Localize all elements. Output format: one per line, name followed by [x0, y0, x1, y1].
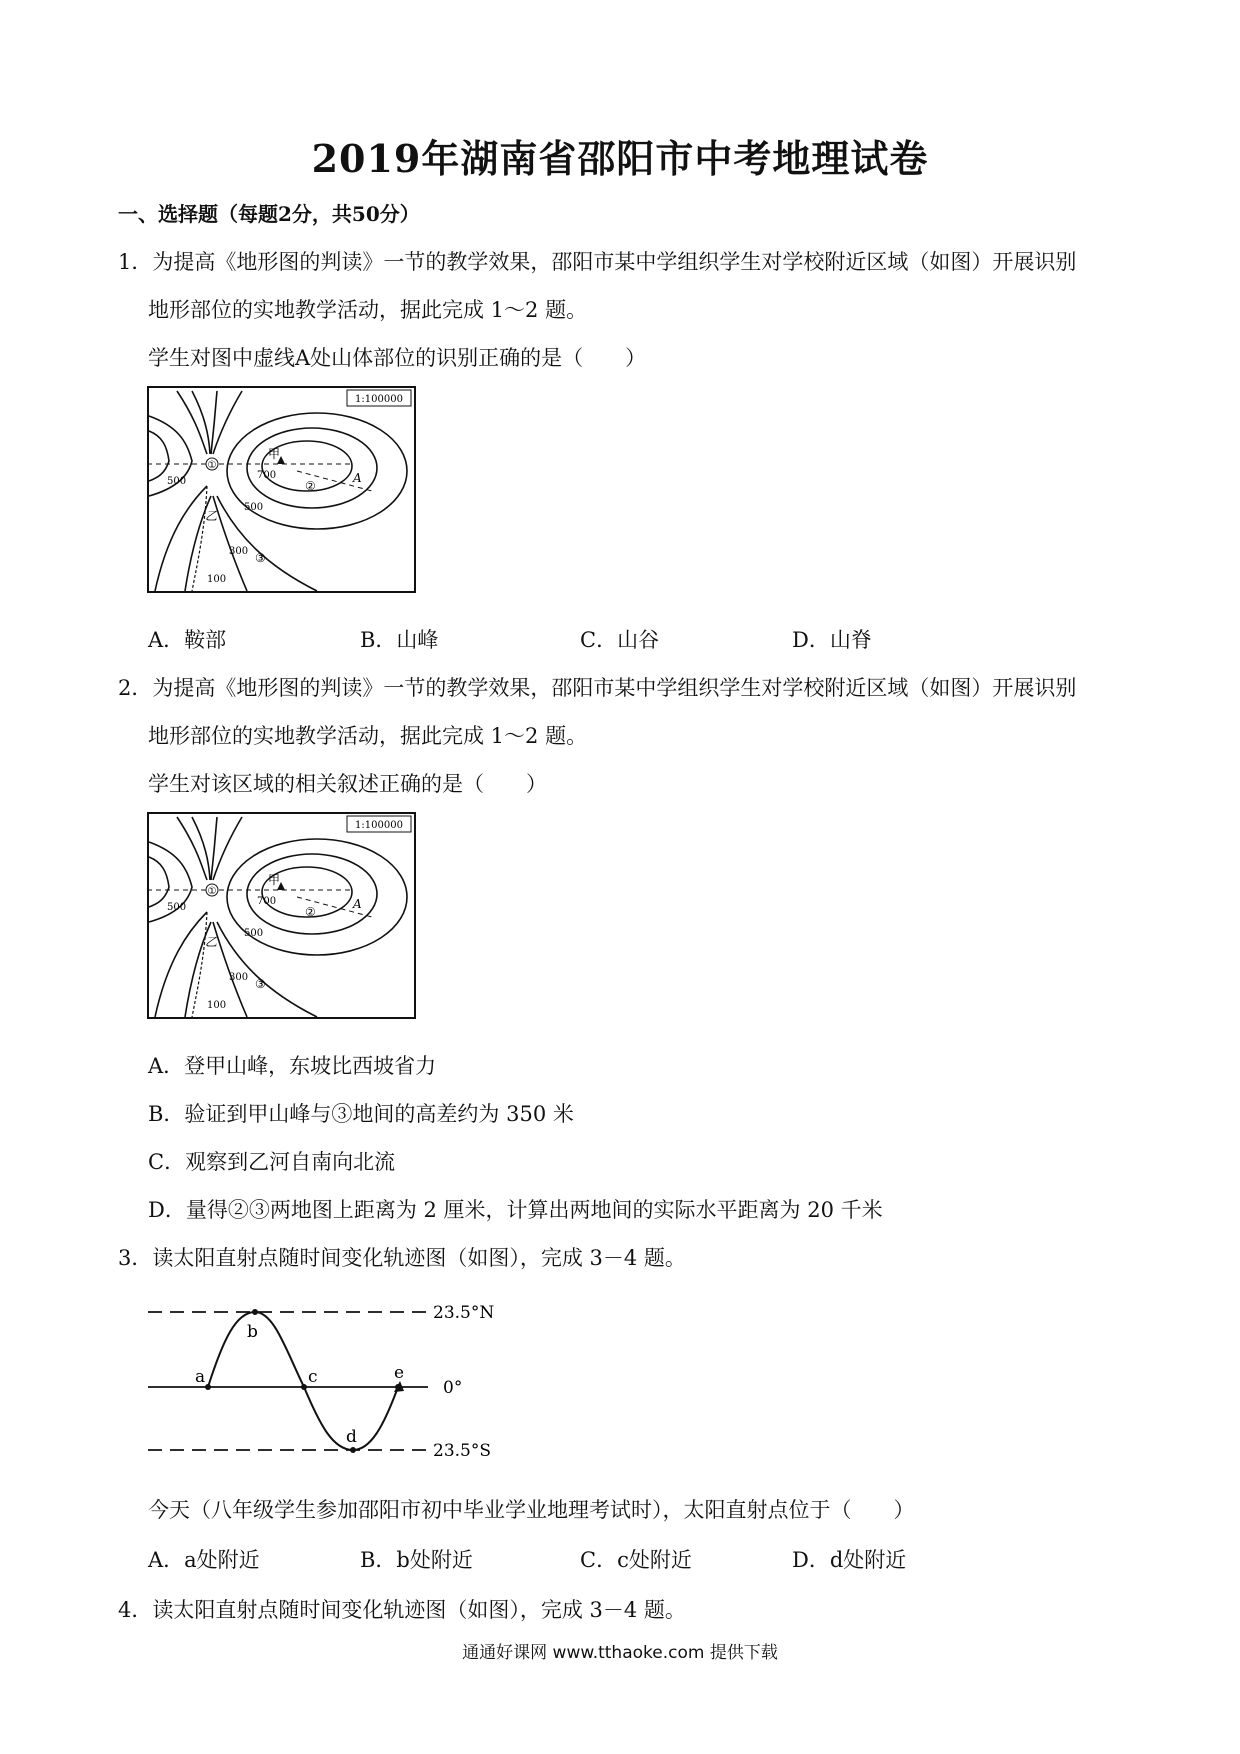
sun-path-diagram — [148, 1290, 518, 1465]
contour-map-1 — [147, 386, 417, 594]
svg-text:500: 500 — [167, 902, 187, 913]
svg-text:100: 100 — [207, 574, 227, 585]
q3-option-b: B．b处附近 — [360, 1548, 473, 1572]
q1-line2: 地形部位的实地教学活动，据此完成 1～2 题。 — [148, 298, 588, 322]
q1-option-c: C．山谷 — [580, 628, 660, 652]
label-equator: 0° — [443, 1378, 463, 1398]
svg-text:A: A — [353, 471, 362, 485]
q4-line: 4．读太阳直射点随时间变化轨迹图（如图），完成 3－4 题。 — [118, 1598, 686, 1622]
svg-text:700: 700 — [257, 470, 277, 481]
q3-stem: 今天（八年级学生参加邵阳市初中毕业学业地理考试时），太阳直射点位于（ ） — [148, 1498, 915, 1522]
svg-text:②: ② — [305, 479, 316, 493]
svg-text:乙: 乙 — [205, 509, 218, 523]
svg-text:①: ① — [207, 460, 217, 471]
q3-option-d: D．d处附近 — [792, 1548, 907, 1572]
section-heading: 一、选择题（每题2分，共50分） — [118, 202, 420, 226]
page-footer: 通通好课网 www.tthaoke.com 提供下载 — [462, 1643, 778, 1663]
q3-line: 3．读太阳直射点随时间变化轨迹图（如图），完成 3－4 题。 — [118, 1246, 686, 1270]
svg-text:300: 300 — [229, 972, 249, 983]
q1-option-a: A．鞍部 — [148, 628, 227, 652]
q2-line1: 2．为提高《地形图的判读》一节的教学效果，邵阳市某中学组织学生对学校附近区域（如图）开展识别 — [118, 676, 1077, 700]
svg-text:甲: 甲 — [268, 873, 281, 887]
svg-text:100: 100 — [207, 1000, 227, 1011]
q2-stem: 学生对该区域的相关叙述正确的是（ ） — [148, 772, 547, 796]
svg-text:③: ③ — [255, 977, 266, 991]
svg-text:甲: 甲 — [268, 447, 281, 461]
svg-text:③: ③ — [255, 551, 266, 565]
svg-text:c: c — [308, 1367, 318, 1387]
svg-text:e: e — [394, 1363, 405, 1383]
svg-text:500: 500 — [244, 502, 264, 513]
q1-line1: 1．为提高《地形图的判读》一节的教学效果，邵阳市某中学组织学生对学校附近区域（如图）开展识别 — [118, 250, 1077, 274]
q2-option-b: B．验证到甲山峰与③地间的高差约为 350 米 — [148, 1102, 574, 1126]
q3-option-c: C．c处附近 — [580, 1548, 692, 1572]
q3-option-a: A．a处附近 — [148, 1548, 260, 1572]
label-23-5N: 23.5°N — [433, 1303, 495, 1323]
q1-option-d: D．山脊 — [792, 628, 872, 652]
svg-text:700: 700 — [257, 896, 277, 907]
q2-option-d: D．量得②③两地图上距离为 2 厘米，计算出两地间的实际水平距离为 20 千米 — [148, 1198, 883, 1222]
svg-text:②: ② — [305, 905, 316, 919]
svg-text:d: d — [346, 1427, 357, 1447]
svg-text:300: 300 — [229, 546, 249, 557]
svg-text:b: b — [247, 1322, 258, 1342]
svg-text:500: 500 — [244, 928, 264, 939]
svg-text:A: A — [353, 897, 362, 911]
svg-text:乙: 乙 — [205, 935, 218, 949]
q2-option-a: A．登甲山峰，东坡比西坡省力 — [148, 1054, 437, 1078]
label-23-5S: 23.5°S — [433, 1441, 491, 1461]
q2-line2: 地形部位的实地教学活动，据此完成 1～2 题。 — [148, 724, 588, 748]
contour-map-2 — [147, 812, 417, 1020]
q2-option-c: C．观察到乙河自南向北流 — [148, 1150, 396, 1174]
svg-text:a: a — [195, 1367, 206, 1387]
page-title: 2019年湖南省邵阳市中考地理试卷 — [311, 136, 929, 181]
svg-text:1:100000: 1:100000 — [355, 820, 403, 831]
q1-stem: 学生对图中虚线A处山体部位的识别正确的是（ ） — [148, 346, 647, 370]
map-scale: 1:100000 — [355, 394, 403, 405]
svg-text:①: ① — [207, 886, 217, 897]
q1-option-b: B．山峰 — [360, 628, 439, 652]
svg-text:500: 500 — [167, 476, 187, 487]
